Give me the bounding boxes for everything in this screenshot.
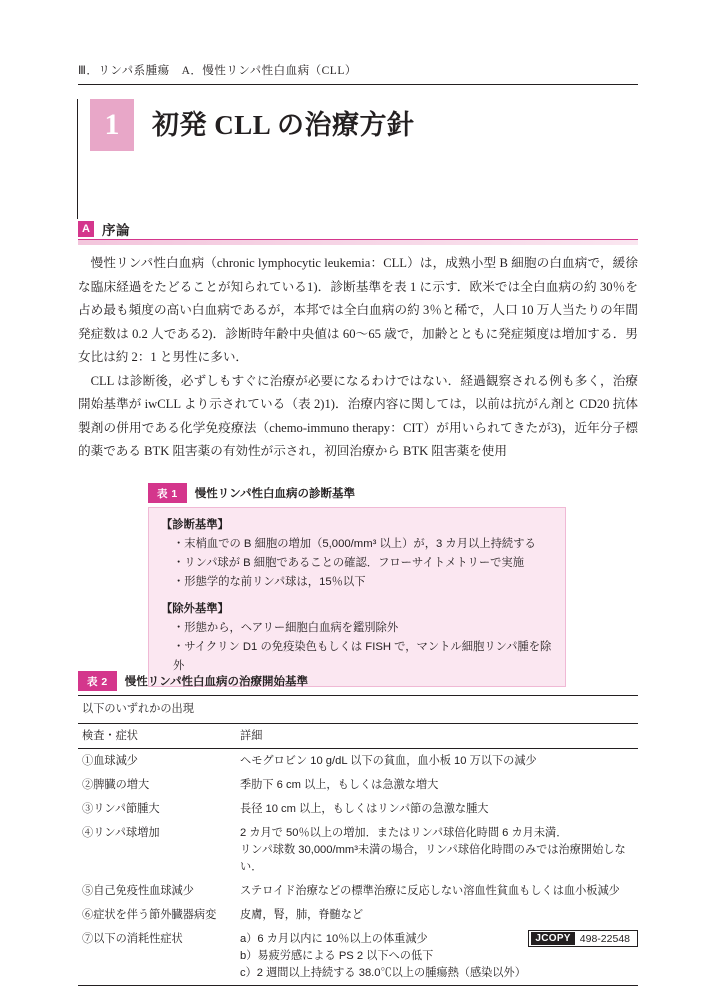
table-cell-detail: 季肋下 6 cm 以上，もしくは急激な増大 xyxy=(240,778,439,791)
detail-line: 2 カ月で 50％以上の増加．またはリンパ球倍化時間 6 カ月未満． xyxy=(240,826,568,839)
page-title: 初発 CLL の治療方針 xyxy=(152,110,415,140)
table-cell-detail: ヘモグロビン 10 g/dL 以下の貧血，血小板 10 万以下の減少 xyxy=(240,754,537,767)
table-1-item: ・サイクリン D1 の免疫染色もしくは FISH で，マントル細胞リンパ腫を除外 xyxy=(173,641,552,672)
table-row xyxy=(78,821,638,879)
table-row xyxy=(78,903,638,927)
table-cell-detail: 皮膚，腎，肺，脊髄など xyxy=(240,908,364,921)
section-divider xyxy=(78,239,638,245)
table-1-caption-text: 慢性リンパ性白血病の診断基準 xyxy=(194,488,355,500)
table-cell-symptom: ⑥症状を伴う節外臓器病変 xyxy=(82,908,217,921)
table-cell-detail xyxy=(236,821,638,879)
table-2-col-header: 検査・症状 xyxy=(78,724,236,749)
table-row xyxy=(78,797,638,821)
chapter-number-badge: 1 xyxy=(90,99,134,151)
table-row xyxy=(78,773,638,797)
body-text xyxy=(78,252,638,464)
table-1-item: ・形態学的な前リンパ球は，15％以下 xyxy=(173,576,366,588)
table-1 xyxy=(148,483,566,687)
table-2-lead-row xyxy=(78,696,638,724)
table-1-tag: 表 1 xyxy=(148,483,187,503)
paragraph-2: CLL は診断後，必ずしもすぐに治療が必要になるわけではない．経過観察される例も多く，治療開始基準が iwCLL より示されている（表 2)1)．治療内容に関しては，以前は抗がん剤と CD20 抗体製剤の併用である化学免疫療法（chemo-immuno therapy：CIT）が用いられてきたが3)，近年分子標的薬である BTK 阻害薬の有効性が示され，初回治療から BTK 阻害薬を使用 xyxy=(78,373,638,458)
table-1-spacer xyxy=(161,592,553,600)
table-cell-detail: 長径 10 cm 以上，もしくはリンパ節の急激な腫大 xyxy=(240,802,489,815)
footer xyxy=(528,930,638,947)
table-1-group-title: 【除外基準】 xyxy=(161,603,229,615)
jcopy-number: 498-22548 xyxy=(579,932,630,945)
table-1-item: ・リンパ球が B 細胞であることの確認．フローサイトメトリーで実施 xyxy=(173,557,525,569)
section-badge: A xyxy=(78,221,94,237)
section-header xyxy=(78,219,638,239)
table-cell-detail: ステロイド治療などの標準治療に反応しない溶血性貧血もしくは血小板減少 xyxy=(240,884,620,897)
chapter-title-row xyxy=(78,99,638,151)
table-1-item: ・末梢血での B 細胞の増加（5,000/mm³ 以上）が，3 カ月以上持続する xyxy=(173,538,536,550)
detail-line: b）易疲労感による PS 2 以下への低下 xyxy=(240,949,434,962)
table-2-caption-text: 慢性リンパ性白血病の治療開始基準 xyxy=(124,676,308,688)
section-title: 序論 xyxy=(102,223,130,238)
detail-line: c）2 週間以上持続する 38.0℃以上の腫瘍熱（感染以外） xyxy=(240,966,526,979)
chapter-header xyxy=(78,62,638,151)
breadcrumb: Ⅲ．リンパ系腫瘍 A．慢性リンパ性白血病（CLL） xyxy=(78,62,638,85)
table-row xyxy=(78,749,638,774)
table-2-tag: 表 2 xyxy=(78,671,117,691)
table-1-group-title: 【診断基準】 xyxy=(161,519,229,531)
table-2-lead-cell: 以下のいずれかの出現 xyxy=(78,696,638,724)
detail-line: a）6 カ月以内に 10％以上の体重減少 xyxy=(240,932,428,945)
table-1-item: ・形態から，ヘアリー細胞白血病を鑑別除外 xyxy=(173,622,399,634)
table-2-caption xyxy=(78,671,638,691)
table-cell-symptom: ①血球減少 xyxy=(82,754,138,767)
table-cell-symptom: ⑦以下の消耗性症状 xyxy=(78,927,236,986)
table-cell-symptom: ③リンパ節腫大 xyxy=(82,802,160,815)
table-1-body xyxy=(148,507,566,687)
paragraph-1: 慢性リンパ性白血病（chronic lymphocytic leukemia：CLL）は，成熟小型 B 細胞の白血病で，緩徐な臨床経過をたどることが知られている1)．診断基準を表 1 に示す．欧米では全白血病の約 30％を占め最も頻度の高い白血病であるが，本邦では全白血病の約 3％と稀で，人口 10 万人当たりの年間発症数は 0.2 人である2)．診断時年齢中央値は 60〜65 歳で，加齢とともに発症頻度は増加する．男女比は約 2：1 と男性に多い． xyxy=(78,256,638,364)
table-2-header-row xyxy=(78,724,638,749)
table-1-caption xyxy=(148,483,566,503)
table-2-col-header: 詳細 xyxy=(236,724,638,749)
table-cell-symptom: ⑤自己免疫性血球減少 xyxy=(82,884,194,897)
table-cell-symptom: ②脾臓の増大 xyxy=(82,778,150,791)
jcopy-label: JCOPY xyxy=(531,932,574,945)
table-cell-symptom: ④リンパ球増加 xyxy=(82,826,160,839)
table-row xyxy=(78,879,638,903)
detail-line: リンパ球数 30,000/mm³未満の場合，リンパ球倍化時間のみでは治療開始しない． xyxy=(240,843,626,873)
vertical-rule xyxy=(77,99,78,219)
